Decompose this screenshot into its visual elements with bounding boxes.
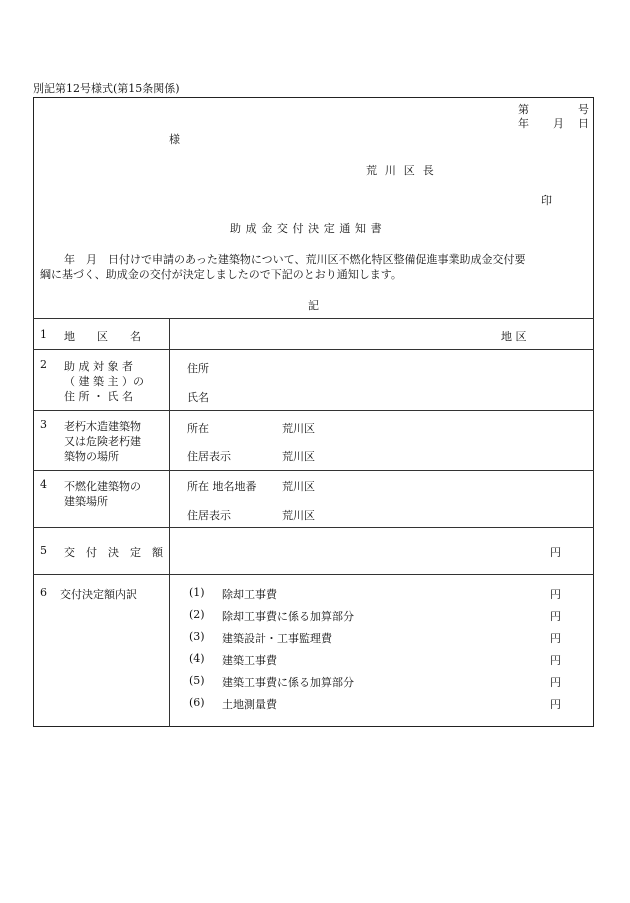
breakdown-item-no: (1) (189, 586, 205, 599)
breakdown-item-no: (2) (189, 608, 205, 621)
row3-label-1: 老朽木造建築物 (64, 420, 141, 433)
row2-label-3: 住 所 ・ 氏 名 (64, 390, 133, 403)
row6-label: 交付決定額内訳 (60, 588, 137, 601)
row-divider (33, 349, 594, 350)
row1-number: 1 (40, 328, 47, 341)
form-caption: 別記第12号様式(第15条関係) (33, 82, 180, 95)
row1-label: 地 区 名 (64, 330, 141, 343)
row-divider (33, 318, 594, 319)
row4-residence-label: 住居表示 (187, 509, 231, 522)
date-hi: 日 (578, 117, 589, 130)
breakdown-item-name: 建築設計・工事監理費 (222, 632, 332, 645)
row5-yen: 円 (550, 546, 561, 559)
row3-residence-label: 住居表示 (187, 450, 231, 463)
row4-label-2: 建築場所 (64, 495, 108, 508)
row3-location-label: 所在 (187, 422, 209, 435)
row6-number: 6 (40, 586, 47, 599)
breakdown-item-name: 除却工事費 (222, 588, 277, 601)
breakdown-item-no: (3) (189, 630, 205, 643)
row4-label-1: 不燃化建築物の (64, 480, 141, 493)
row4-number: 4 (40, 478, 47, 491)
row-divider (33, 527, 594, 528)
breakdown-item-name: 建築工事費に係る加算部分 (222, 676, 354, 689)
breakdown-item-name: 除却工事費に係る加算部分 (222, 610, 354, 623)
row2-label-1: 助 成 対 象 者 (64, 360, 133, 373)
body-line-1: 年 月 日付けで申請のあった建築物について、荒川区不燃化特区整備促進事業助成金交付要 (64, 253, 526, 266)
number-go: 号 (578, 103, 589, 116)
row3-label-3: 築物の場所 (64, 450, 119, 463)
row2-name-label: 氏名 (187, 391, 209, 404)
row5-number: 5 (40, 544, 47, 557)
body-line-2: 綱に基づく、助成金の交付が決定しましたので下記のとおり通知します。 (40, 268, 402, 281)
row3-number: 3 (40, 418, 47, 431)
breakdown-item-no: (6) (189, 696, 205, 709)
row4-location-value: 荒川区 (282, 480, 315, 493)
ki: 記 (308, 299, 319, 312)
row-divider (33, 470, 594, 471)
row3-location-value: 荒川区 (282, 422, 315, 435)
row5-label: 交 付 決 定 額 (64, 546, 163, 559)
date-tsuki: 月 (553, 117, 564, 130)
row-divider (33, 410, 594, 411)
breakdown-item-name: 土地測量費 (222, 698, 277, 711)
breakdown-item-yen: 円 (550, 654, 561, 667)
breakdown-item-yen: 円 (550, 676, 561, 689)
column-divider (169, 318, 170, 727)
row2-number: 2 (40, 358, 47, 371)
document-title: 助成金交付決定通知書 (230, 222, 387, 235)
seal-in: 印 (541, 194, 552, 207)
issuer: 荒 川 区 長 (366, 164, 436, 177)
row4-location-label: 所在 地名地番 (187, 480, 257, 493)
row4-residence-value: 荒川区 (282, 509, 315, 522)
addressee-sama: 様 (169, 133, 180, 146)
breakdown-item-yen: 円 (550, 610, 561, 623)
breakdown-item-no: (4) (189, 652, 205, 665)
row2-address-label: 住所 (187, 362, 209, 375)
number-dai: 第 (518, 103, 529, 116)
breakdown-item-yen: 円 (550, 588, 561, 601)
breakdown-item-yen: 円 (550, 632, 561, 645)
row3-residence-value: 荒川区 (282, 450, 315, 463)
row1-chiku: 地 区 (501, 330, 527, 343)
breakdown-item-yen: 円 (550, 698, 561, 711)
breakdown-item-no: (5) (189, 674, 205, 687)
breakdown-item-name: 建築工事費 (222, 654, 277, 667)
row3-label-2: 又は危険老朽建 (64, 435, 141, 448)
row2-label-2: （ 建 築 主 ）の (64, 375, 144, 388)
date-nen: 年 (518, 117, 529, 130)
row-divider (33, 574, 594, 575)
